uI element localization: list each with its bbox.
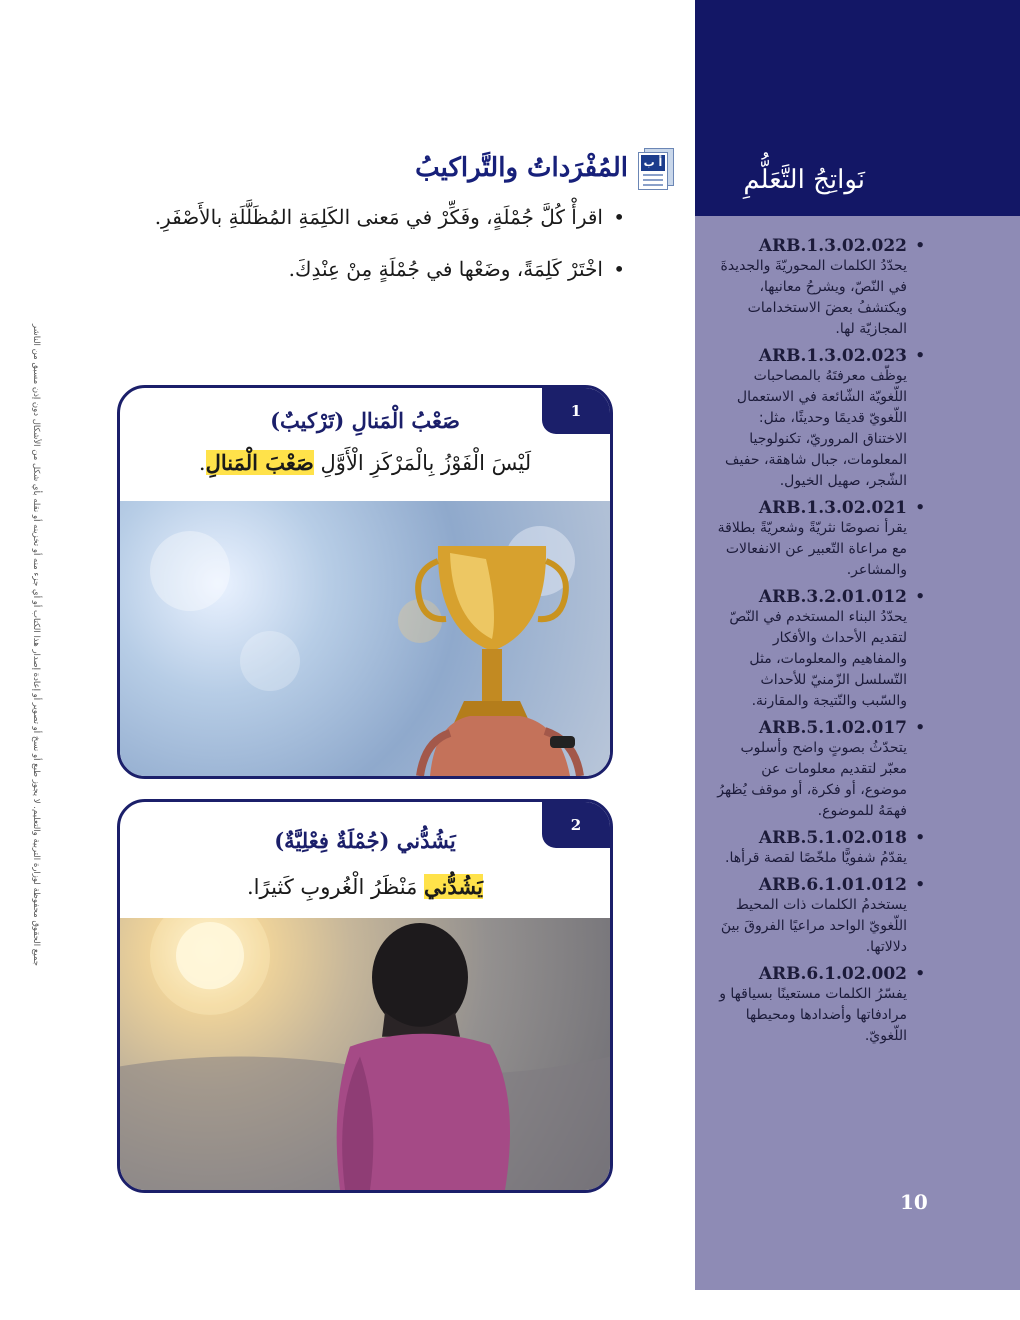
outcome-description: يوظّف معرفتَهُ بالمصاحبات اللّغويّة الشّائعة في الاستعمال اللّغويّ قديمًا وحديثًا، مثل: الاختناق المروريّ، تكنولوجيا المعلومات، جبال شاهقة، حفيف الشّجر، صهيل الخيول. (725, 368, 907, 489)
sunset-illustration (120, 918, 610, 1190)
instructions-list (105, 205, 625, 309)
sidebar-header (695, 0, 1020, 216)
card-number-badge: 2 (542, 802, 610, 848)
outcome-item (715, 964, 925, 1047)
outcome-description: يحدّدُ البناء المستخدم في النّصّ لتقديم الأحداث والأفكار والمفاهيم والمعلومات، مثل التّسلسل الزّمنيّ للأحداث والسّبب والنّتيجة والمقارنة. (729, 609, 907, 709)
sentence-text: لَيْسَ الْفَوْزُ بِالْمَرْكَزِ الْأَوَّلِ (320, 451, 532, 475)
outcome-item (715, 587, 925, 712)
learning-outcomes-sidebar (695, 0, 1020, 1290)
outcome-item (715, 718, 925, 822)
vocabulary-card (117, 385, 613, 779)
sidebar-title: نَواتِجُ التَّعَلُّمِ (743, 165, 865, 195)
sentence-text: مَنْظَرُ الْغُروبِ كَثيرًا. (246, 875, 425, 899)
card-term: صَعْبُ الْمَنالِ (تَرْكيبٌ) (270, 408, 460, 433)
vocabulary-book-icon (638, 148, 672, 188)
outcome-code: ARB.1.3.02.021 (758, 498, 907, 518)
outcome-item (715, 828, 925, 869)
bullet-icon: • (915, 828, 925, 846)
outcome-description: يتحدّثُ بصوتٍ واضح وأسلوب معبّر لتقديم معلومات عن موضوع، أو فكرة، أو موقف يُظهرُ فهمَهُ للموضوع. (717, 740, 907, 819)
outcome-code: ARB.1.3.02.022 (758, 236, 907, 256)
sentence-end: . (198, 451, 206, 475)
vocabulary-card (117, 799, 613, 1193)
outcome-description: يحدّدُ الكلمات المحوريّةَ والجديدةَ في النّصّ، ويشرحُ معانيها، ويكتشفُ بعضَ الاستخدامات المجازيّة لها. (720, 258, 907, 337)
bullet-icon: • (915, 236, 925, 254)
section-title: المُفْرَداتُ والتَّراكيبُ (415, 153, 628, 183)
outcome-item (715, 236, 925, 340)
copyright-text: جميع الحقوق محفوظة لوزارة التربية والتعليم. لا يجوز طبع أو نسخ أو تصوير أو إعادة إصدار هذا الكتاب أو أي جزء منه أو تخزينه أو نقله بأي شكل من الأشكال دون إذن مسبق من الناشر (31, 323, 41, 967)
outcome-description: يستخدمُ الكلمات ذات المحيط اللّغويّ الواحد مراعيًا الفروقَ بينَ دلالاتها. (720, 897, 907, 955)
trophy-photo (120, 501, 610, 776)
section-header (415, 148, 672, 188)
outcomes-list (715, 236, 925, 1053)
outcome-item (715, 498, 925, 581)
bullet-icon: • (915, 718, 925, 736)
trophy-illustration (120, 501, 610, 776)
outcome-code: ARB.6.1.01.012 (758, 875, 907, 895)
card-number-badge: 1 (542, 388, 610, 434)
card-sentence (120, 874, 610, 899)
outcome-code: ARB.5.1.02.017 (758, 718, 907, 738)
sunset-child-photo (120, 918, 610, 1190)
outcome-item (715, 346, 925, 492)
copyright-note (6, 310, 66, 1010)
bullet-icon: • (915, 498, 925, 516)
instruction-item: • اقرأْ كُلَّ جُمْلَةٍ، وفَكِّرْ في مَعنى الكَلِمَةِ المُظَلَّلَةِ بالأَصْفَرِ. (105, 205, 625, 229)
bullet-icon: • (915, 346, 925, 364)
icon-letters: أ ب (641, 155, 665, 171)
outcome-description: يقدّمُ شفويًّا ملخّصًا لقصة قرأها. (725, 850, 907, 866)
highlighted-word: يَشُدُّني (424, 874, 483, 899)
card-sentence (120, 450, 610, 475)
bullet-icon: • (915, 875, 925, 893)
outcome-code: ARB.3.2.01.012 (758, 587, 907, 607)
outcome-code: ARB.6.1.02.002 (758, 964, 907, 984)
outcome-item (715, 875, 925, 958)
bullet-icon: • (915, 964, 925, 982)
outcome-code: ARB.5.1.02.018 (758, 828, 907, 848)
outcome-description: يقرأ نصوصًا نثريّةً وشعريّةً بطلاقة مع مراعاة التّعبير عن الانفعالات والمشاعر. (717, 520, 907, 578)
bullet-icon: • (915, 587, 925, 605)
outcome-code: ARB.1.3.02.023 (758, 346, 907, 366)
card-term: يَشُدُّني (جُمْلَةٌ فِعْلِيَّةٌ) (274, 828, 456, 853)
outcome-description: يفسّرُ الكلمات مستعينًا بسياقها و مرادفاتها وأضدادها ومحيطها اللّغويّ. (719, 986, 907, 1044)
page-number: 10 (900, 1190, 928, 1214)
instruction-item: • اخْتَرْ كَلِمَةً، وضَعْها في جُمْلَةٍ مِنْ عِنْدِكَ. (105, 257, 625, 281)
highlighted-word: صَعْبَ الْمَنالِ (205, 450, 314, 475)
